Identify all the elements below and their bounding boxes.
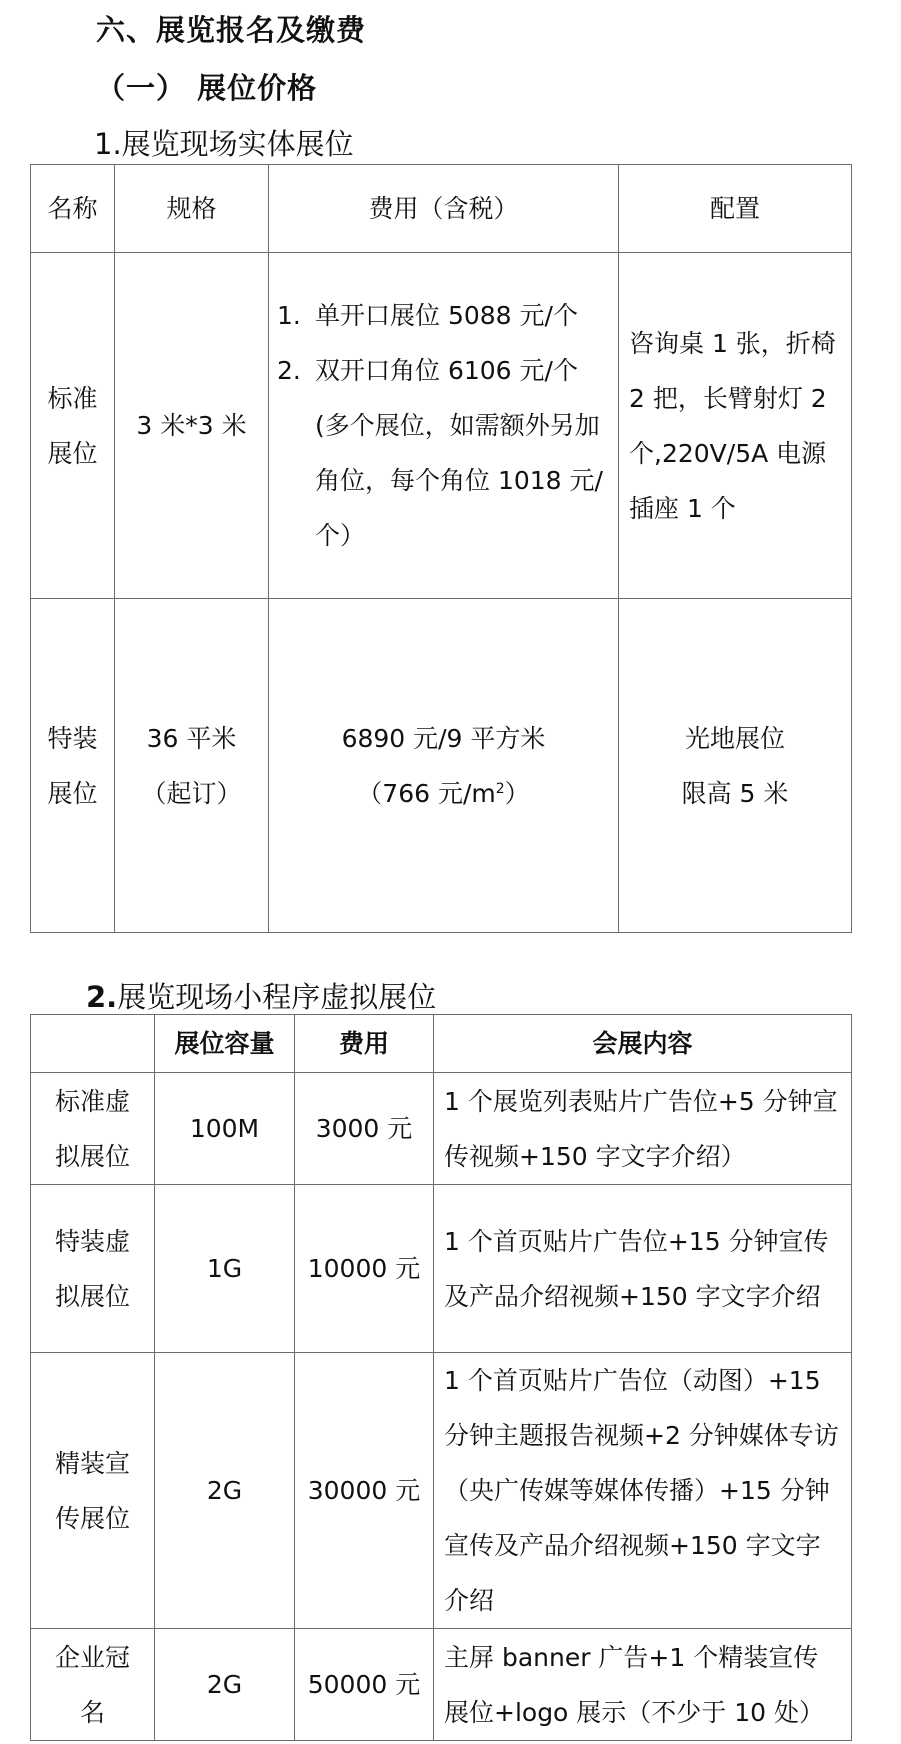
table2-row [31, 1629, 852, 1741]
virtual-booth-capacity: 1G [155, 1185, 295, 1353]
virtual-booth-capacity: 2G [155, 1353, 295, 1629]
special-booth-name: 特装展位 [31, 599, 115, 933]
section-heading: 六、展览报名及缴费 [96, 13, 367, 47]
virtual-booth-fee: 3000 元 [295, 1073, 434, 1185]
col-header-spec: 规格 [115, 165, 269, 253]
virtual-booth-capacity: 100M [155, 1073, 295, 1185]
col-header-content: 会展内容 [434, 1015, 852, 1073]
table2-row [31, 1185, 852, 1353]
virtual-booth-fee: 30000 元 [295, 1353, 434, 1629]
physical-booth-table [30, 164, 852, 933]
col-header-blank [31, 1015, 155, 1073]
virtual-booth-content: 1 个首页贴片广告位+15 分钟宣传及产品介绍视频+150 字文字介绍 [434, 1185, 852, 1353]
virtual-booth-name: 特装虚拟展位 [31, 1185, 155, 1353]
table1-row-standard [31, 253, 852, 599]
standard-booth-name: 标准展位 [31, 253, 115, 599]
fee-item: 1. 单开口展位 5088 元/个 [277, 301, 578, 330]
virtual-booth-content: 1 个展览列表贴片广告位+5 分钟宣传视频+150 字文字介绍） [434, 1073, 852, 1185]
virtual-booth-name: 标准虚拟展位 [31, 1073, 155, 1185]
virtual-booth-fee: 50000 元 [295, 1629, 434, 1741]
col-header-config: 配置 [619, 165, 852, 253]
col-header-name: 名称 [31, 165, 115, 253]
col-header-capacity: 展位容量 [155, 1015, 295, 1073]
subsection-heading: （一） 展位价格 [96, 71, 318, 105]
table1-title: 1.展览现场实体展位 [94, 127, 354, 161]
standard-booth-fee [269, 253, 619, 599]
table1-row-special [31, 599, 852, 933]
table2-header-row [31, 1015, 852, 1073]
virtual-booth-content: 1 个首页贴片广告位（动图）+15 分钟主题报告视频+2 分钟媒体专访（央广传媒等媒体传播）+15 分钟宣传及产品介绍视频+150 字文字介绍 [434, 1353, 852, 1629]
col-header-fee: 费用 [295, 1015, 434, 1073]
special-booth-spec: 36 平米 （起订） [115, 599, 269, 933]
table2-row [31, 1353, 852, 1629]
virtual-booth-fee: 10000 元 [295, 1185, 434, 1353]
standard-booth-spec: 3 米*3 米 [115, 253, 269, 599]
col-header-fee: 费用（含税） [269, 165, 619, 253]
table2-title: 2.展览现场小程序虚拟展位 [86, 980, 437, 1014]
standard-booth-config: 咨询桌 1 张，折椅 2 把，长臂射灯 2 个,220V/5A 电源插座 1 个 [619, 253, 852, 599]
virtual-booth-content: 主屏 banner 广告+1 个精装宣传展位+logo 展示（不少于 10 处） [434, 1629, 852, 1741]
virtual-booth-name: 精装宣传展位 [31, 1353, 155, 1629]
virtual-booth-capacity: 2G [155, 1629, 295, 1741]
special-booth-config: 光地展位 限高 5 米 [619, 599, 852, 933]
virtual-booth-name: 企业冠名 [31, 1629, 155, 1741]
fee-item: 2. 双开口角位 6106 元/个 (多个展位，如需额外另加角位，每个角位 1018 元/个） [277, 356, 603, 550]
special-booth-fee: 6890 元/9 平方米 （766 元$/m^2$） [269, 599, 619, 933]
table1-header-row [31, 165, 852, 253]
table2-row [31, 1073, 852, 1185]
virtual-booth-table [30, 1014, 852, 1741]
